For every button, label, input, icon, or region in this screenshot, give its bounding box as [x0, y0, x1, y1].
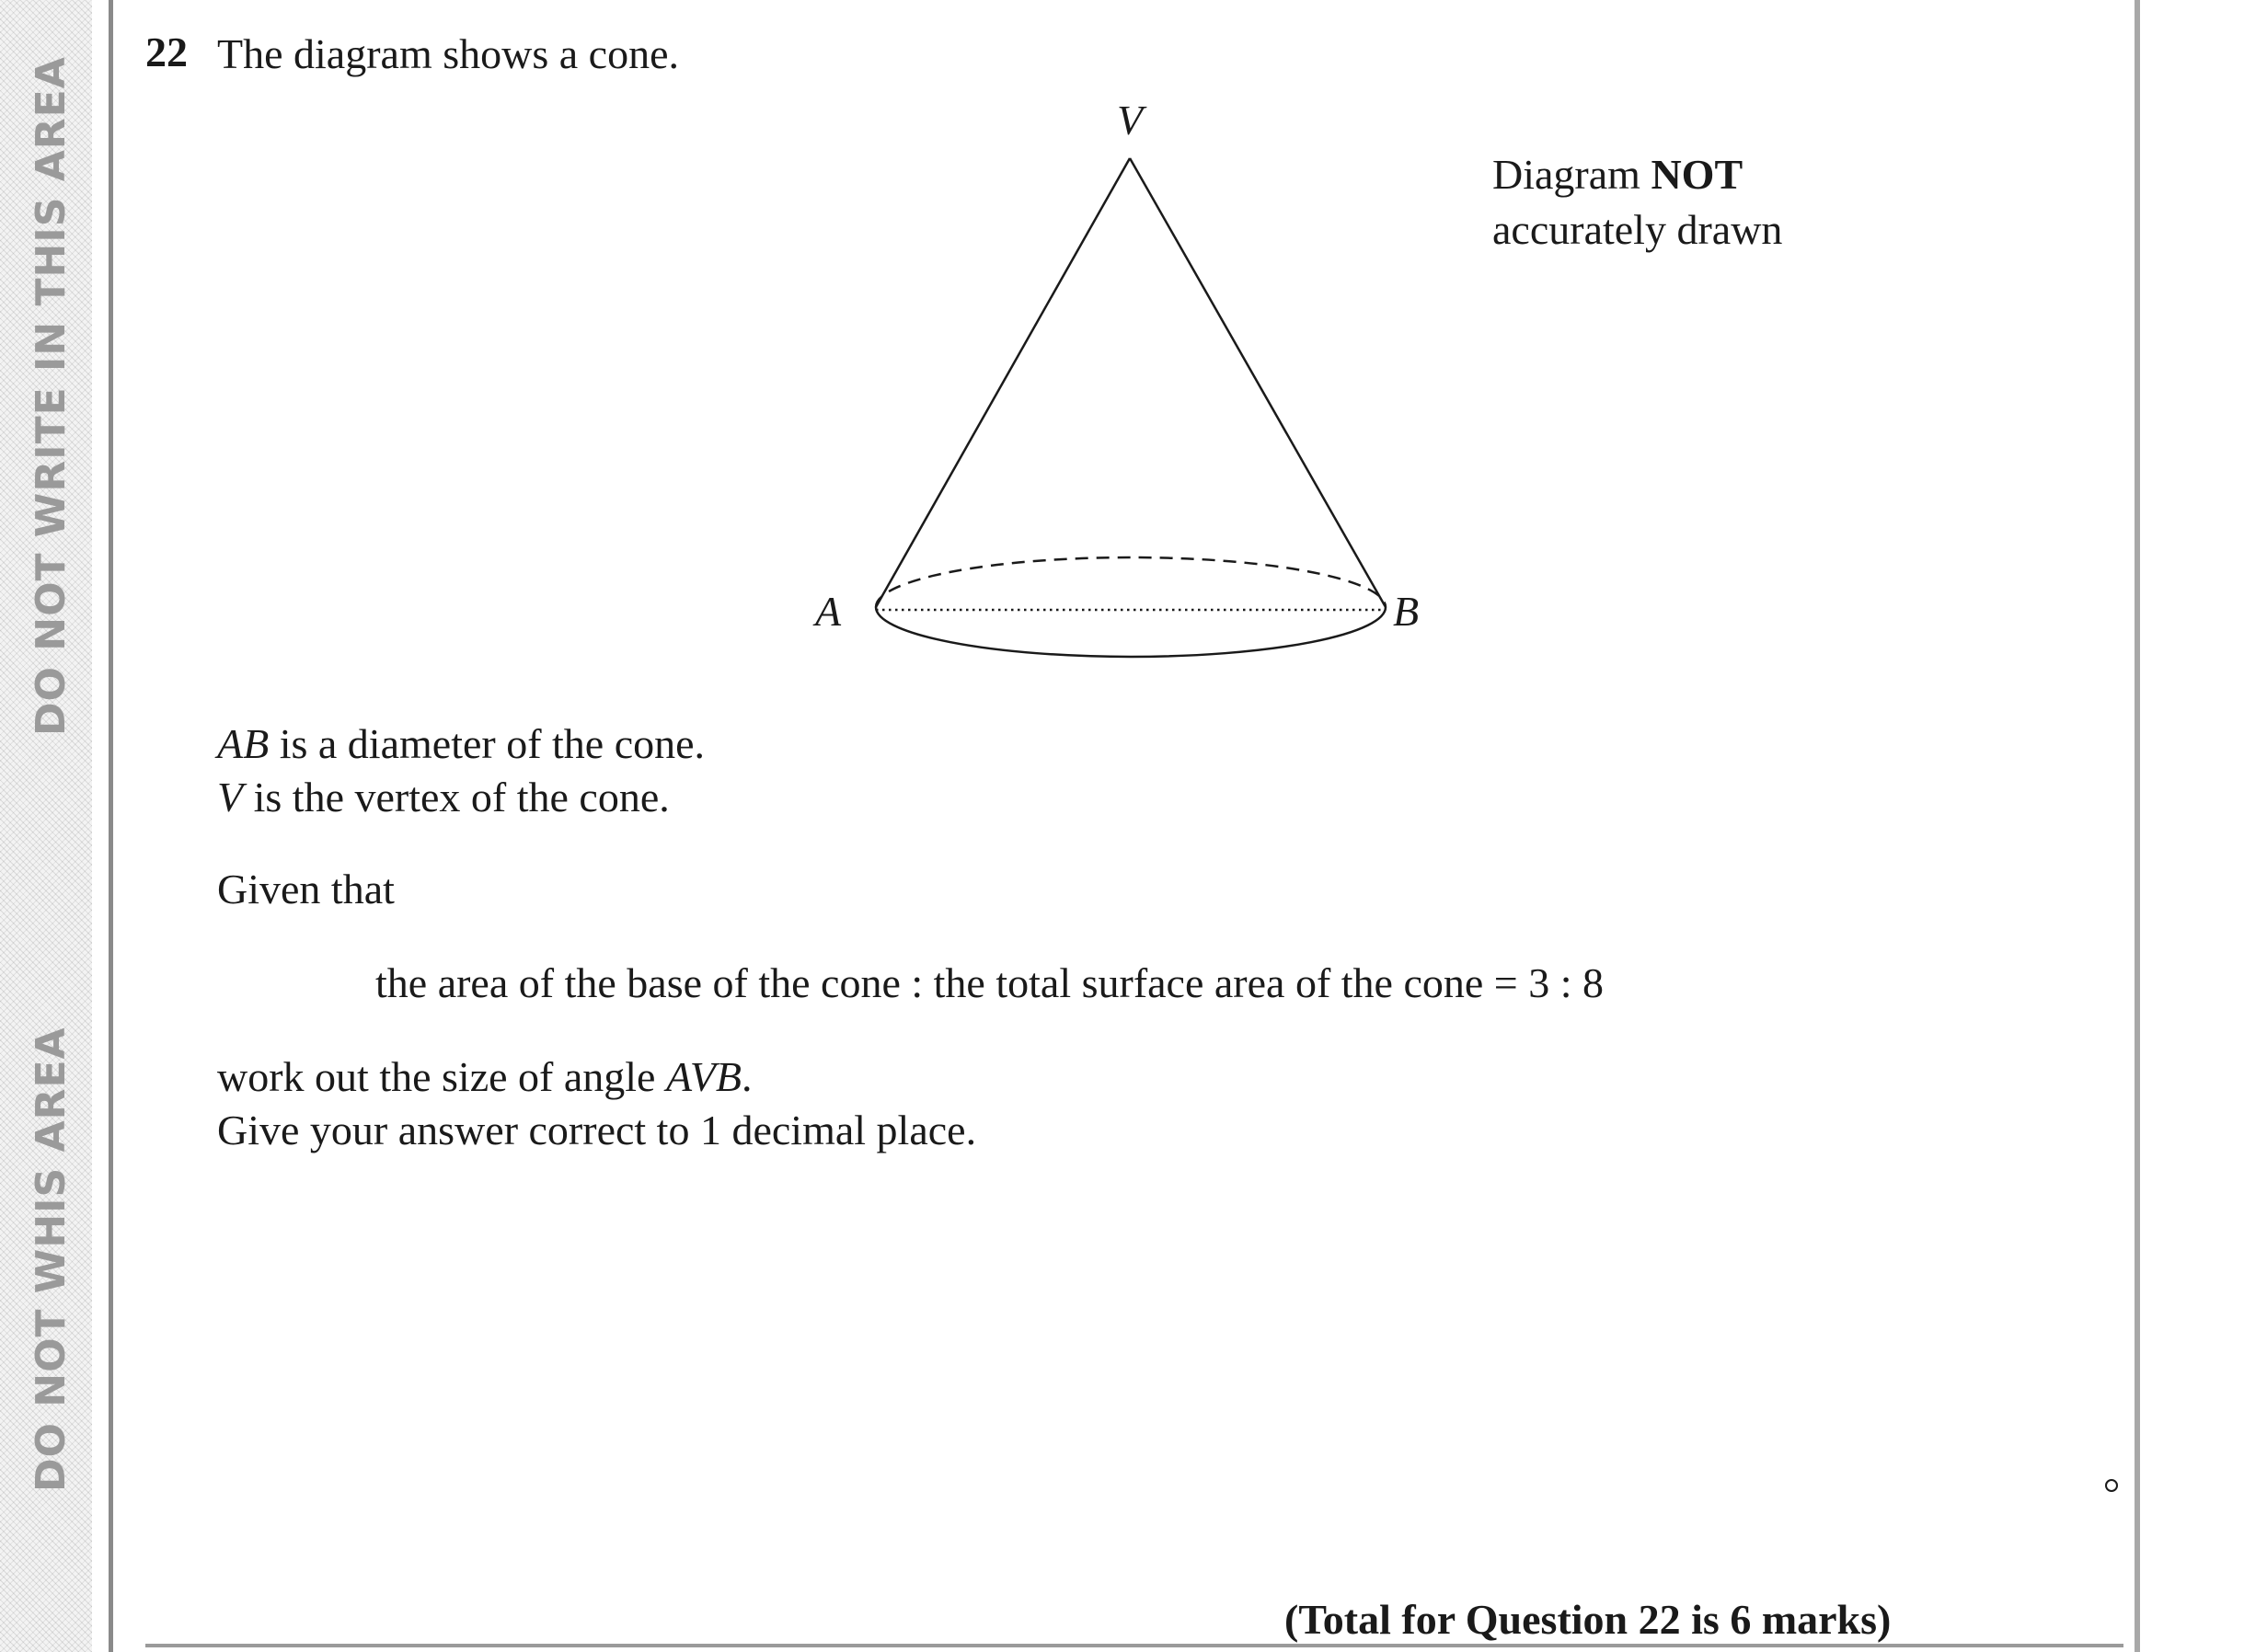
total-marks: (Total for Question 22 is 6 marks): [1284, 1596, 1892, 1643]
cone-right-slant: [1130, 158, 1386, 607]
question-number: 22: [145, 29, 188, 75]
statement-v-vertex: [217, 771, 670, 824]
angle-avb-italic: AVB: [665, 1053, 742, 1100]
diagram-note-bold: NOT: [1651, 151, 1743, 198]
label-point-a: A: [815, 588, 842, 635]
margin-warning-top: DO NOT WRITE IN THIS AREA: [28, 56, 75, 736]
small-circle-mark: [2105, 1479, 2118, 1492]
diagram-note-normal: Diagram: [1492, 151, 1651, 198]
label-vertex-v: V: [1117, 97, 1144, 143]
ab-rest: is a diameter of the cone.: [269, 720, 706, 767]
label-point-b: B: [1393, 588, 1420, 635]
cone-left-slant: [876, 158, 1130, 607]
cone-base-back-dashed: [876, 557, 1386, 607]
v-italic: V: [217, 774, 244, 820]
v-rest: is the vertex of the cone.: [243, 774, 670, 820]
work-before: work out the size of angle: [217, 1053, 666, 1100]
margin-warning-bottom: DO NOT WHIS AREA: [28, 1027, 75, 1492]
statement-ab-diameter: [217, 717, 705, 771]
precision-instruction: Give your answer correct to 1 decimal place.: [217, 1107, 977, 1153]
work-after: .: [741, 1053, 753, 1100]
ab-italic: AB: [217, 720, 270, 767]
bottom-rule: [145, 1644, 2123, 1647]
area-ratio-statement: the area of the base of the cone : the total surface area of the cone = 3 : 8: [375, 959, 1605, 1006]
cone-base-front: [876, 607, 1386, 657]
diagram-note-line-2: accurately drawn: [1492, 206, 1783, 253]
task-instruction: [217, 1050, 752, 1104]
question-intro: The diagram shows a cone.: [217, 30, 680, 77]
given-that: Given that: [217, 866, 395, 912]
